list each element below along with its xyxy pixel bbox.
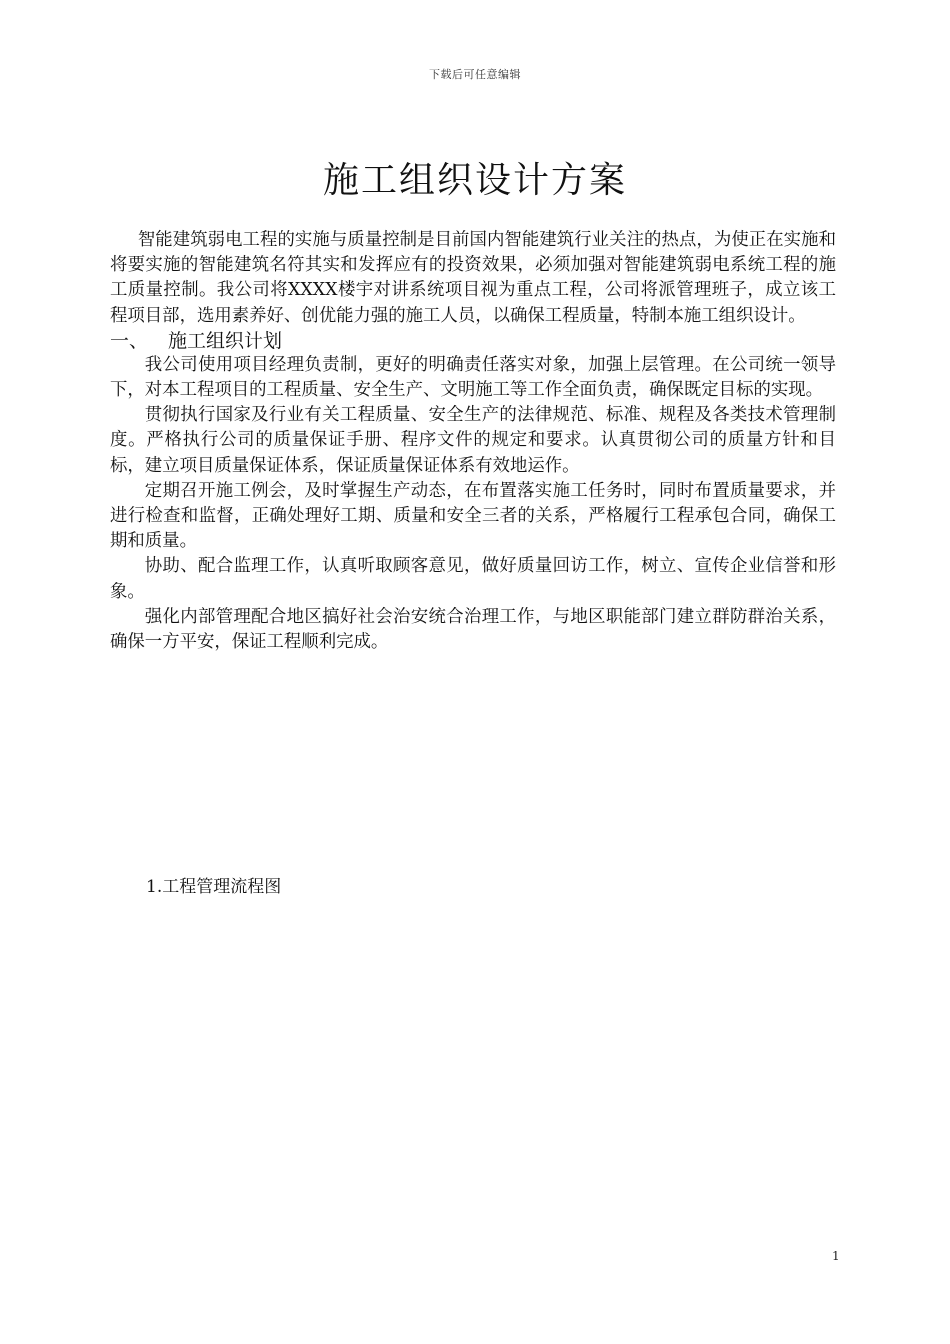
page-number: 1 <box>832 1249 840 1263</box>
figure-caption: 1.工程管理流程图 <box>146 877 282 897</box>
section-title: 施工组织计划 <box>168 329 283 352</box>
section-number: 一、 <box>110 329 149 352</box>
document-body <box>110 228 836 655</box>
section-heading <box>110 329 836 353</box>
intro-paragraph: 智能建筑弱电工程的实施与质量控制是目前国内智能建筑行业关注的热点，为使正在实施和将要实施的智能建筑名符其实和发挥应有的投资效果，必须加强对智能建筑弱电系统工程的施工质量控制。我公司将XXXX楼宇对讲系统项目视为重点工程，公司将派管理班子，成立该工程项目部，选用素养好、创优能力强的施工人员，以确保工程质量，特制本施工组织设计。 <box>110 230 836 326</box>
document-title: 施工组织设计方案 <box>322 160 627 201</box>
body-paragraph: 贯彻执行国家及行业有关工程质量、安全生产的法律规范、标准、规程及各类技术管理制度。严格执行公司的质量保证手册、程序文件的规定和要求。认真贯彻公司的质量方针和目标，建立项目质量保证体系，保证质量保证体系有效地运作。 <box>110 405 836 476</box>
header-note: 下载后可任意编辑 <box>429 68 521 81</box>
body-paragraph: 我公司使用项目经理负责制，更好的明确责任落实对象，加强上层管理。在公司统一领导下，对本工程项目的工程质量、安全生产、文明施工等工作全面负责，确保既定目标的实现。 <box>110 354 836 401</box>
body-paragraph: 定期召开施工例会，及时掌握生产动态，在布置落实施工任务时，同时布置质量要求，并进行检查和监督，正确处理好工期、质量和安全三者的关系，严格履行工程承包合同，确保工期和质量。 <box>110 480 836 552</box>
body-paragraph: 协助、配合监理工作，认真听取顾客意见，做好质量回访工作，树立、宣传企业信誉和形象。 <box>110 556 836 602</box>
body-paragraph: 强化内部管理配合地区搞好社会治安统合治理工作，与地区职能部门建立群防群治关系，确保一方平安，保证工程顺利完成。 <box>110 606 836 653</box>
